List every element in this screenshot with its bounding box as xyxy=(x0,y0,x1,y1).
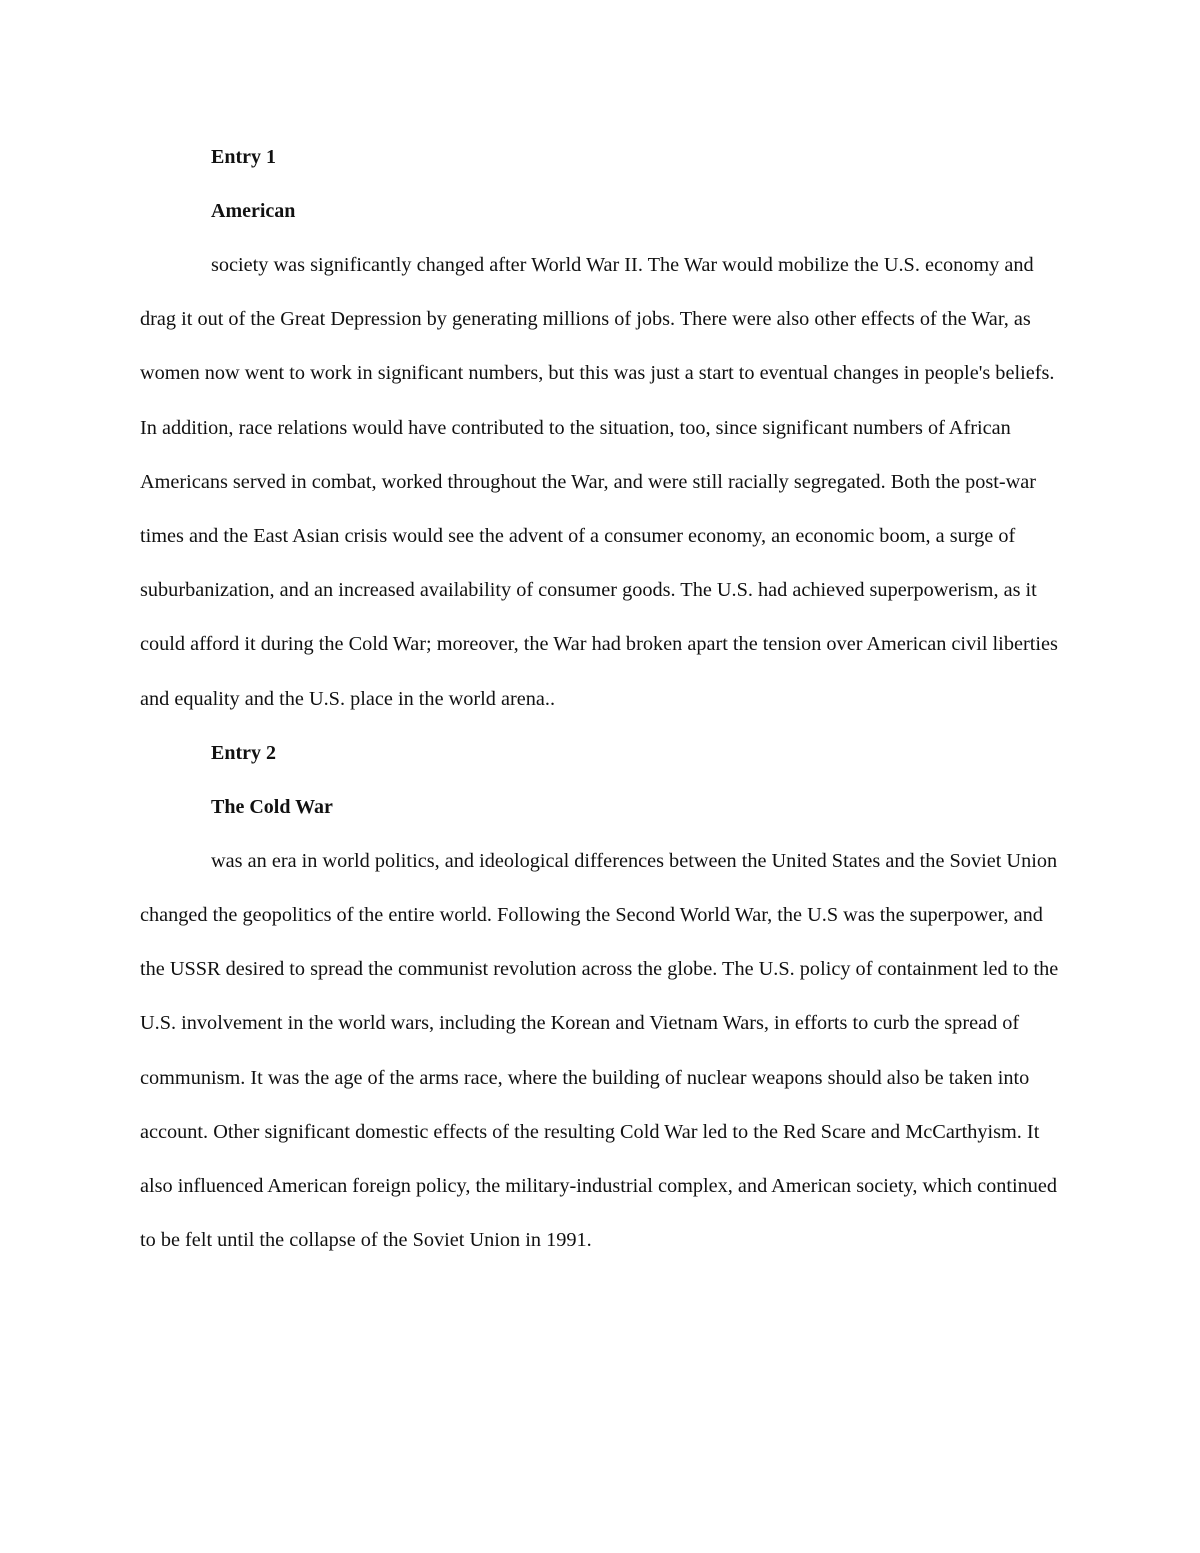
entry-label: Entry 2 xyxy=(211,741,276,764)
entry-title: American xyxy=(211,200,296,222)
entry-section-2 xyxy=(140,726,1062,1268)
entry-paragraph: society was significantly changed after World War II. The War would mobilize the U.S. economy and drag it out of the Great Depression by generating millions of jobs. There were also other effects of the War, as women now went to work in significant numbers, but this was just a start to eventual changes in people's beliefs. In addition, race relations would have contributed to the situation, too, since significant numbers of African Americans served in combat, worked throughout the War, and were still racially segregated. Both the post-war times and the East Asian crisis would see the advent of a consumer economy, an economic boom, a surge of suburbanization, and an increased availability of consumer goods. The U.S. had achieved superpowerism, as it could afford it during the Cold War; moreover, the War had broken apart the tension over American civil liberties and equality and the U.S. place in the world arena.. xyxy=(140,254,1058,710)
entry-section-1 xyxy=(140,130,1062,726)
entry-paragraph: was an era in world politics, and ideological differences between the United States and the Soviet Union changed the geopolitics of the entire world. Following the Second World War, the U.S was the superpower, and the USSR desired to spread the communist revolution across the globe. The U.S. policy of containment led to the U.S. involvement in the world wars, including the Korean and Vietnam Wars, in efforts to curb the spread of communism. It was the age of the arms race, where the building of nuclear weapons should also be taken into account. Other significant domestic effects of the resulting Cold War led to the Red Scare and McCarthyism. It also influenced American foreign policy, the military-industrial complex, and American society, which continued to be felt until the collapse of the Soviet Union in 1991. xyxy=(140,849,1059,1252)
entry-title: The Cold War xyxy=(211,795,333,818)
entry-label: Entry 1 xyxy=(211,146,276,168)
document-body xyxy=(140,130,1062,1267)
